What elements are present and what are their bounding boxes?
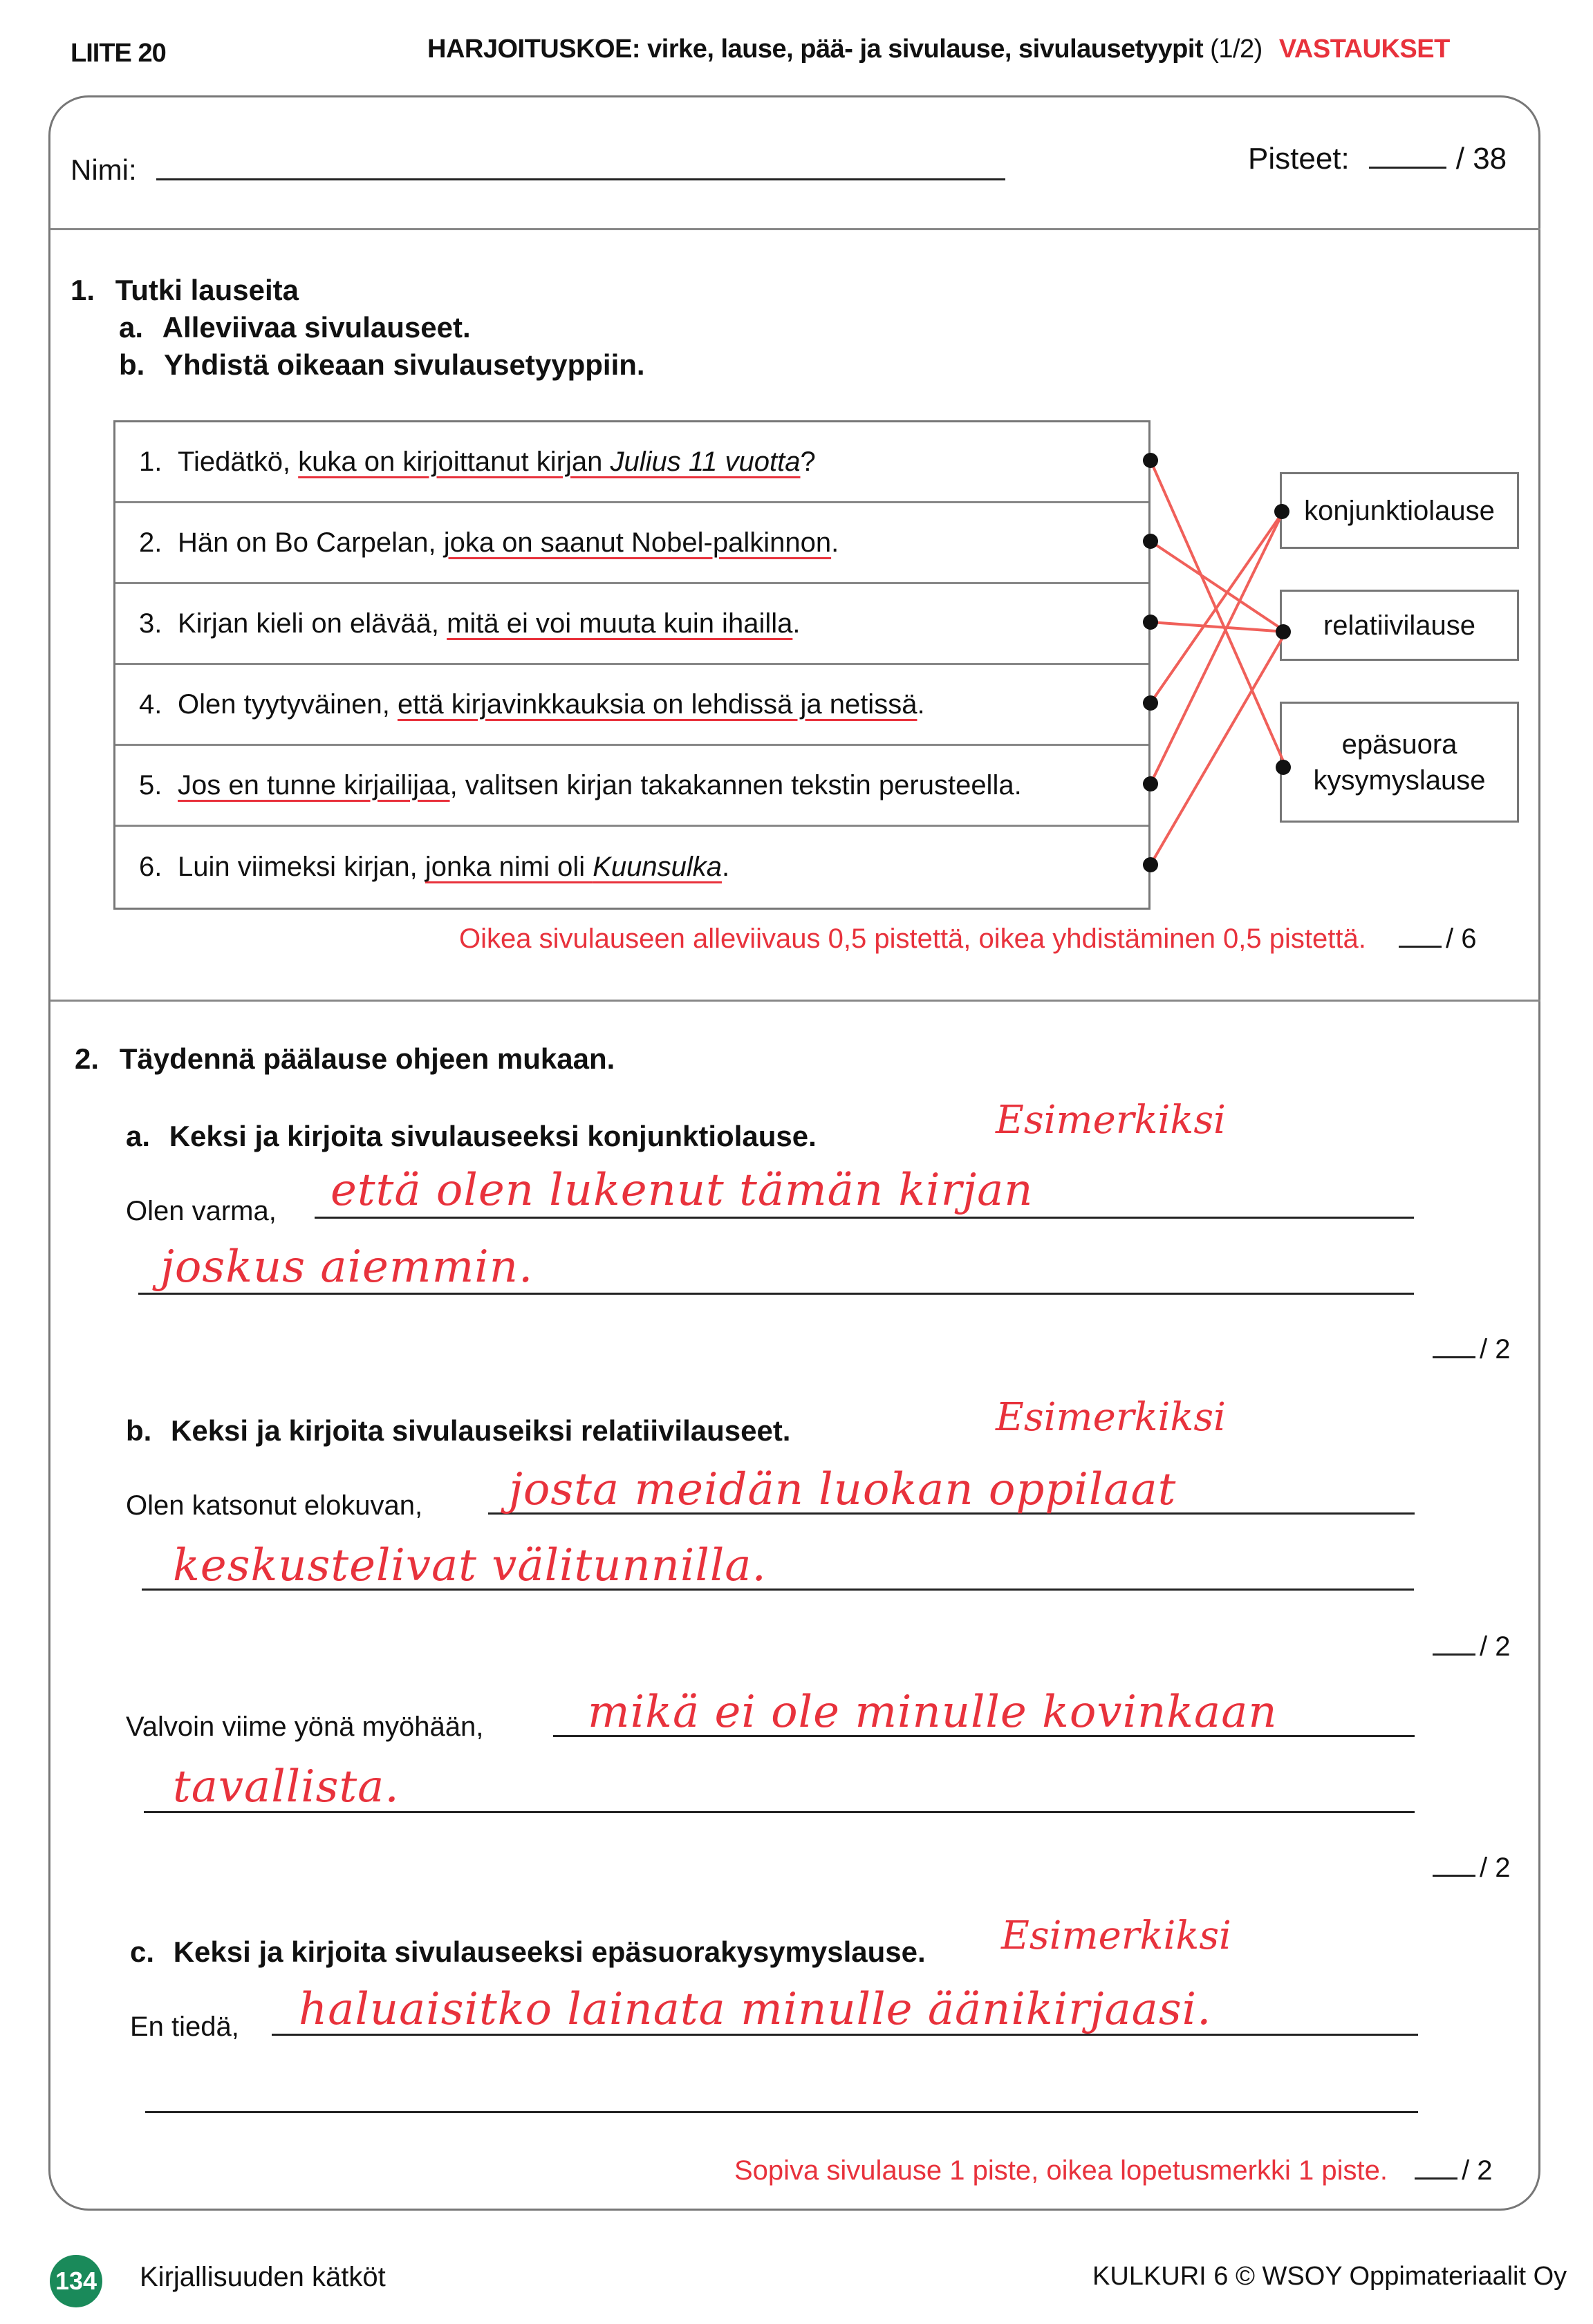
points-label: Pisteet:	[1248, 142, 1350, 176]
subordinate-clause: mitä ei voi muuta kuin ihailla	[447, 608, 793, 639]
sentence-number: 3.	[139, 608, 162, 639]
instruction-text: Yhdistä oikeaan sivulausetyyppiin.	[164, 348, 645, 381]
task2c-scoring	[734, 2155, 1493, 2186]
sentence-stem: Valvoin viime yönä myöhään,	[126, 1712, 484, 1742]
sentence-row	[115, 746, 1148, 827]
task1-instruction-b	[119, 348, 645, 382]
subordinate-clause	[298, 447, 800, 477]
type-box-relatiivilause[interactable]	[1280, 590, 1519, 661]
exam-frame	[48, 95, 1540, 2211]
main-clause: Tiedätkö,	[178, 446, 299, 477]
book-title: Kuunsulka	[593, 852, 723, 882]
page-number-badge: 134	[50, 2255, 102, 2307]
section-name: Kirjallisuuden kätköt	[140, 2262, 386, 2292]
points-field[interactable]	[1369, 167, 1446, 169]
page-indicator: (1/2)	[1210, 35, 1263, 64]
handwritten-answer: tavallista.	[173, 1761, 400, 1812]
points-field[interactable]	[1415, 2177, 1457, 2180]
points-max: / 38	[1455, 142, 1507, 176]
points-max: / 2	[1480, 1334, 1511, 1365]
sentence-row	[115, 584, 1148, 665]
sentence-number: 5.	[139, 769, 162, 800]
sentence-end: , valitsen kirjan takakannen tekstin perusteella.	[449, 769, 1022, 800]
answer-line[interactable]	[145, 2111, 1418, 2113]
task1-number: 1.	[71, 274, 95, 306]
task2b1-points	[1433, 1631, 1510, 1662]
sentence-text	[178, 770, 1022, 801]
sentence-end: .	[792, 608, 801, 639]
sentence-row	[115, 422, 1148, 503]
sentence-number: 2.	[139, 527, 162, 558]
task2-title: Täydennä päälause ohjeen mukaan.	[119, 1042, 615, 1075]
instruction-text: Keksi ja kirjoita sivulauseiksi relatiivilauseet.	[171, 1414, 791, 1447]
task1-scoring	[459, 924, 1476, 955]
task1-heading	[71, 274, 299, 307]
task2c-instruction	[130, 1936, 926, 1969]
task2-number: 2.	[75, 1042, 100, 1075]
sentence-text	[178, 527, 839, 559]
sentence-text	[178, 447, 816, 478]
type-box-konjunktiolause[interactable]	[1280, 472, 1519, 549]
task2a-instruction	[126, 1120, 817, 1153]
task1-title: Tutki lauseita	[115, 274, 299, 306]
sentence-end: .	[917, 688, 925, 720]
copyright: KULKURI 6 © WSOY Oppimateriaalit Oy	[1092, 2262, 1567, 2291]
subordinate-clause: Jos en tunne kirjailijaa	[178, 769, 450, 800]
instruction-letter: a.	[126, 1120, 151, 1152]
answers-label: VASTAUKSET	[1278, 35, 1450, 64]
instruction-letter: c.	[130, 1936, 155, 1968]
task2-heading	[75, 1042, 615, 1076]
type-box-epasuora-kysymyslause[interactable]	[1280, 702, 1519, 823]
example-label: Esimerkiksi	[996, 1098, 1226, 1143]
example-label: Esimerkiksi	[1001, 1913, 1231, 1958]
name-label: Nimi:	[71, 153, 137, 186]
sentence-number: 1.	[139, 446, 162, 477]
handwritten-answer: josta meidän luokan oppilaat	[509, 1464, 1177, 1515]
sentence-text	[178, 608, 800, 639]
answer-line[interactable]	[315, 1217, 1414, 1219]
points-field[interactable]	[1433, 1653, 1475, 1656]
task2a-points	[1433, 1334, 1510, 1365]
points-max: / 2	[1462, 2155, 1493, 2186]
points-field[interactable]	[1433, 1875, 1475, 1877]
task1-points-field[interactable]	[1399, 946, 1442, 948]
sentence-text	[178, 852, 729, 883]
points-field[interactable]	[1433, 1356, 1475, 1358]
points-max: / 2	[1480, 1853, 1511, 1883]
book-title: Julius 11 vuotta	[610, 446, 801, 477]
main-clause: Luin viimeksi kirjan,	[178, 852, 425, 882]
sentence-number: 4.	[139, 688, 162, 720]
total-score	[1248, 142, 1507, 176]
sentence-stem: Olen katsonut elokuvan,	[126, 1490, 423, 1521]
handwritten-answer: joskus aiemmin.	[160, 1241, 534, 1293]
divider	[50, 228, 1540, 230]
sentence-row	[115, 665, 1148, 746]
type-label: relatiivilause	[1323, 610, 1476, 641]
example-label: Esimerkiksi	[996, 1395, 1226, 1440]
sentence-number: 6.	[139, 852, 162, 882]
instruction-letter: b.	[119, 348, 145, 381]
handwritten-answer: haluaisitko lainata minulle äänikirjaasi.	[299, 1984, 1212, 2035]
sentence-end: ?	[800, 446, 816, 477]
answer-line[interactable]	[138, 1293, 1414, 1295]
sentence-stem: En tiedä,	[130, 2012, 239, 2042]
points-max: / 2	[1480, 1631, 1511, 1662]
clause-text: kuka on kirjoittanut kirjan	[298, 446, 611, 477]
sentence-end: .	[831, 527, 839, 558]
type-label: epäsuora kysymyslause	[1313, 729, 1486, 796]
sentence-text	[178, 689, 925, 720]
type-label: konjunktiolause	[1304, 495, 1495, 526]
task2b-instruction	[126, 1414, 790, 1447]
sentence-table	[113, 420, 1150, 910]
instruction-letter: a.	[119, 311, 144, 344]
subordinate-clause: joka on saanut Nobel-palkinnon	[443, 527, 832, 558]
handwritten-answer: keskustelivat välitunnilla.	[173, 1540, 767, 1591]
name-field[interactable]	[156, 178, 1005, 180]
sentence-row	[115, 827, 1148, 908]
instruction-text: Keksi ja kirjoita sivulauseeksi epäsuorakysymyslause.	[173, 1936, 926, 1968]
clause-text: jonka nimi oli	[425, 852, 593, 882]
instruction-text: Alleviivaa sivulauseet.	[162, 311, 471, 344]
main-clause: Hän on Bo Carpelan,	[178, 527, 444, 558]
subordinate-clause	[425, 852, 722, 882]
divider	[50, 1000, 1540, 1002]
page-title	[427, 35, 1450, 64]
exam-title: HARJOITUSKOE: virke, lause, pää- ja sivulause, sivulausetyypit	[427, 35, 1204, 64]
task1-instruction-a	[119, 311, 471, 344]
subordinate-clause: että kirjavinkkauksia on lehdissä ja netissä	[397, 688, 917, 720]
appendix-label: LIITE 20	[71, 39, 166, 68]
sentence-stem: Olen varma,	[126, 1196, 277, 1226]
scoring-note: Oikea sivulauseen alleviivaus 0,5 pistettä, oikea yhdistäminen 0,5 pistettä.	[459, 924, 1366, 954]
instruction-text: Keksi ja kirjoita sivulauseeksi konjunktiolause.	[169, 1120, 817, 1152]
sentence-row	[115, 503, 1148, 584]
scoring-note: Sopiva sivulause 1 piste, oikea lopetusmerkki 1 piste.	[734, 2155, 1388, 2186]
main-clause: Olen tyytyväinen,	[178, 688, 398, 720]
handwritten-answer: mikä ei ole minulle kovinkaan	[588, 1687, 1278, 1738]
instruction-letter: b.	[126, 1414, 152, 1447]
main-clause: Kirjan kieli on elävää,	[178, 608, 447, 639]
handwritten-answer: että olen lukenut tämän kirjan	[330, 1165, 1034, 1216]
task1-points-max: / 6	[1445, 924, 1477, 954]
task2b2-points	[1433, 1853, 1510, 1884]
sentence-end: .	[722, 852, 730, 882]
